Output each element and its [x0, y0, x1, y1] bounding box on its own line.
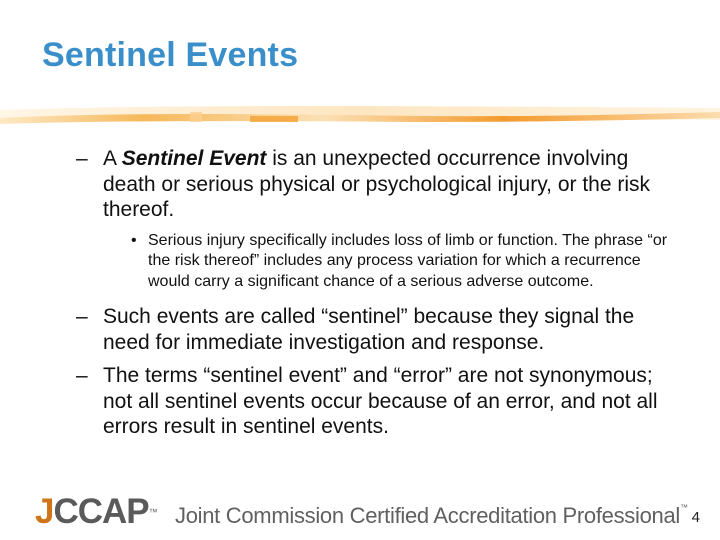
bullet-why-sentinel	[76, 304, 676, 355]
sentinel-event-term: Sentinel Event	[121, 147, 267, 170]
org-trademark: ™	[680, 503, 688, 512]
sub-bullet-serious-injury	[129, 231, 676, 293]
page-number: 4	[691, 509, 700, 526]
slide-title: Sentinel Events	[42, 36, 299, 74]
logo-j: J	[35, 492, 54, 531]
bullet-prefix: A	[103, 147, 122, 170]
jccap-logo	[35, 492, 157, 532]
logo-ccap: CCAP	[53, 492, 149, 531]
bullet-dot: •	[131, 231, 137, 249]
dash-marker: –	[76, 364, 88, 387]
slide-content	[76, 146, 676, 448]
bullet-not-synonymous	[76, 363, 676, 440]
decorative-swoosh	[0, 96, 720, 136]
bullet-why-sentinel-text: Such events are called “sentinel” because they signal the need for immediate investigation and response.	[103, 305, 635, 354]
bullet-definition	[76, 146, 676, 223]
bullet-not-synonymous-text: The terms “sentinel event” and “error” are not synonymous; not all sentinel events occur because of an error, and not all errors result in sentinel events.	[103, 364, 658, 438]
footer-org-name	[175, 503, 688, 529]
dash-marker: –	[76, 305, 88, 328]
logo-trademark: ™	[148, 507, 157, 517]
sub-bullet-text: Serious injury specifically includes loss of limb or function. The phrase “or the risk thereof” includes any process variation for which a recurrence would carry a significant chance of a serious adverse outcome.	[148, 231, 668, 290]
dash-marker: –	[76, 147, 88, 170]
bullet-definition-text: is an unexpected occurrence involving death or serious physical or psychological injury, or the risk thereof.	[103, 147, 651, 221]
org-name-text: Joint Commission Certified Accreditation Professional	[175, 503, 680, 528]
